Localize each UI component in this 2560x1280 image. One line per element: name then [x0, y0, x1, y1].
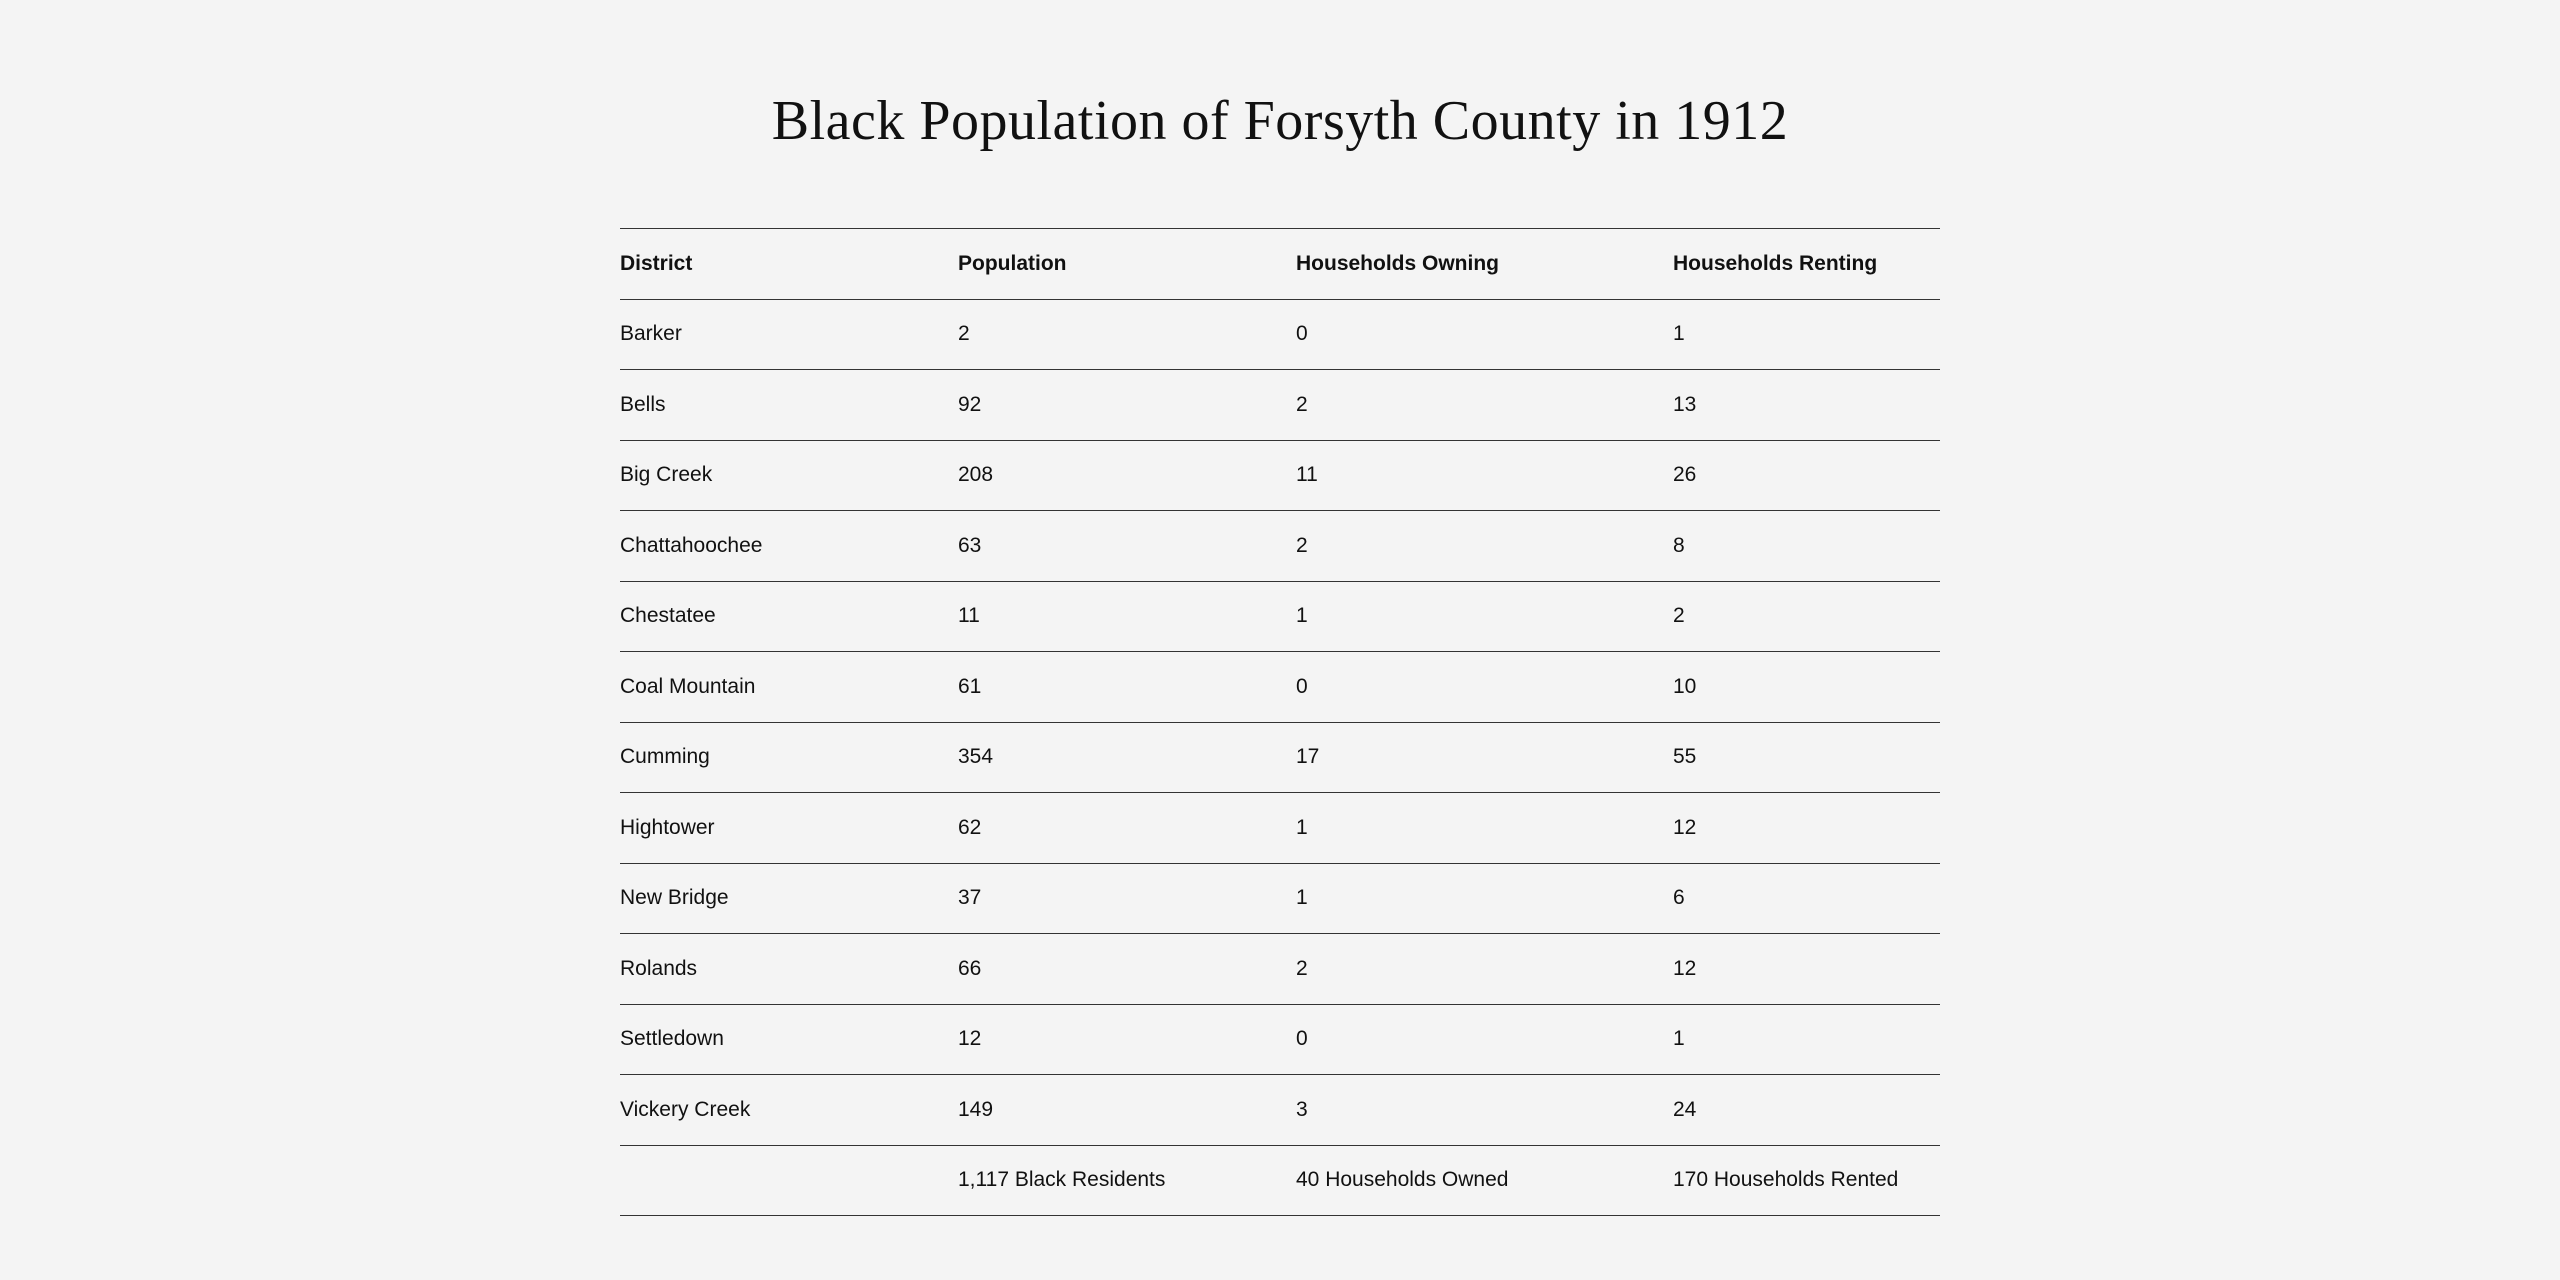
households-owning-cell: 1 — [1296, 886, 1308, 910]
households-owning-cell: 1 — [1296, 815, 1308, 839]
households-renting-cell: 1 — [1673, 1027, 1685, 1051]
population-cell: 354 — [958, 745, 994, 769]
table-row — [620, 511, 1940, 582]
total-households-owned-cell: 40 Households Owned — [1296, 1168, 1509, 1192]
households-owning-cell: 2 — [1296, 956, 1308, 980]
population-table-container — [620, 228, 1940, 1216]
population-cell: 62 — [958, 815, 982, 839]
households-owning-cell: 3 — [1296, 1097, 1308, 1121]
population-cell: 66 — [958, 956, 982, 980]
district-cell: Chestatee — [620, 604, 716, 628]
households-renting-cell: 26 — [1673, 463, 1697, 487]
population-table — [620, 228, 1940, 1216]
households-owning-cell: 0 — [1296, 1027, 1308, 1051]
totals-label-cell — [620, 1145, 958, 1216]
households-renting-cell: 55 — [1673, 745, 1697, 769]
district-cell: Coal Mountain — [620, 674, 756, 698]
district-cell: Settledown — [620, 1027, 724, 1051]
households-renting-cell: 10 — [1673, 674, 1697, 698]
totals-row — [620, 1145, 1940, 1216]
population-cell: 11 — [958, 604, 980, 628]
column-header-households-owning: Households Owning — [1296, 251, 1499, 275]
households-owning-cell: 2 — [1296, 392, 1308, 416]
district-cell: Bells — [620, 392, 666, 416]
households-owning-cell: 0 — [1296, 322, 1308, 346]
households-renting-cell: 6 — [1673, 886, 1685, 910]
total-households-rented-cell: 170 Households Rented — [1673, 1168, 1899, 1192]
district-cell: Rolands — [620, 956, 698, 980]
table-row — [620, 440, 1940, 511]
households-renting-cell: 24 — [1673, 1097, 1697, 1121]
table-row — [620, 370, 1940, 441]
district-cell: Chattahoochee — [620, 533, 763, 557]
table-row — [620, 722, 1940, 793]
population-cell: 2 — [958, 322, 970, 346]
table-row — [620, 793, 1940, 864]
column-header-district: District — [620, 251, 693, 275]
households-renting-cell: 12 — [1673, 815, 1697, 839]
households-renting-cell: 13 — [1673, 392, 1697, 416]
households-owning-cell: 17 — [1296, 745, 1320, 769]
households-renting-cell: 8 — [1673, 533, 1685, 557]
population-cell: 149 — [958, 1097, 994, 1121]
households-renting-cell: 12 — [1673, 956, 1697, 980]
table-row — [620, 1004, 1940, 1075]
households-renting-cell: 2 — [1673, 604, 1685, 628]
table-row — [620, 299, 1940, 370]
column-header-population: Population — [958, 251, 1067, 275]
population-cell: 63 — [958, 533, 982, 557]
households-renting-cell: 1 — [1673, 322, 1685, 346]
households-owning-cell: 2 — [1296, 533, 1308, 557]
table-header — [620, 229, 1940, 300]
district-cell: Cumming — [620, 745, 710, 769]
population-cell: 92 — [958, 392, 982, 416]
table-row — [620, 863, 1940, 934]
district-cell: Barker — [620, 322, 682, 346]
chart-title: Black Population of Forsyth County in 1912 — [771, 90, 1789, 152]
column-header-households-renting: Households Renting — [1673, 251, 1878, 275]
population-cell: 208 — [958, 463, 994, 487]
district-cell: New Bridge — [620, 886, 729, 910]
table-row — [620, 581, 1940, 652]
district-cell: Hightower — [620, 815, 715, 839]
table-body — [620, 299, 1940, 1216]
table-row — [620, 1075, 1940, 1146]
table-row — [620, 934, 1940, 1005]
population-cell: 37 — [958, 886, 982, 910]
households-owning-cell: 0 — [1296, 674, 1308, 698]
population-cell: 12 — [958, 1027, 982, 1051]
total-population-cell: 1,117 Black Residents — [958, 1168, 1166, 1192]
households-owning-cell: 1 — [1296, 604, 1308, 628]
district-cell: Big Creek — [620, 463, 713, 487]
households-owning-cell: 11 — [1296, 463, 1318, 487]
population-cell: 61 — [958, 674, 982, 698]
district-cell: Vickery Creek — [620, 1097, 751, 1121]
header-row — [620, 229, 1940, 300]
table-row — [620, 652, 1940, 723]
